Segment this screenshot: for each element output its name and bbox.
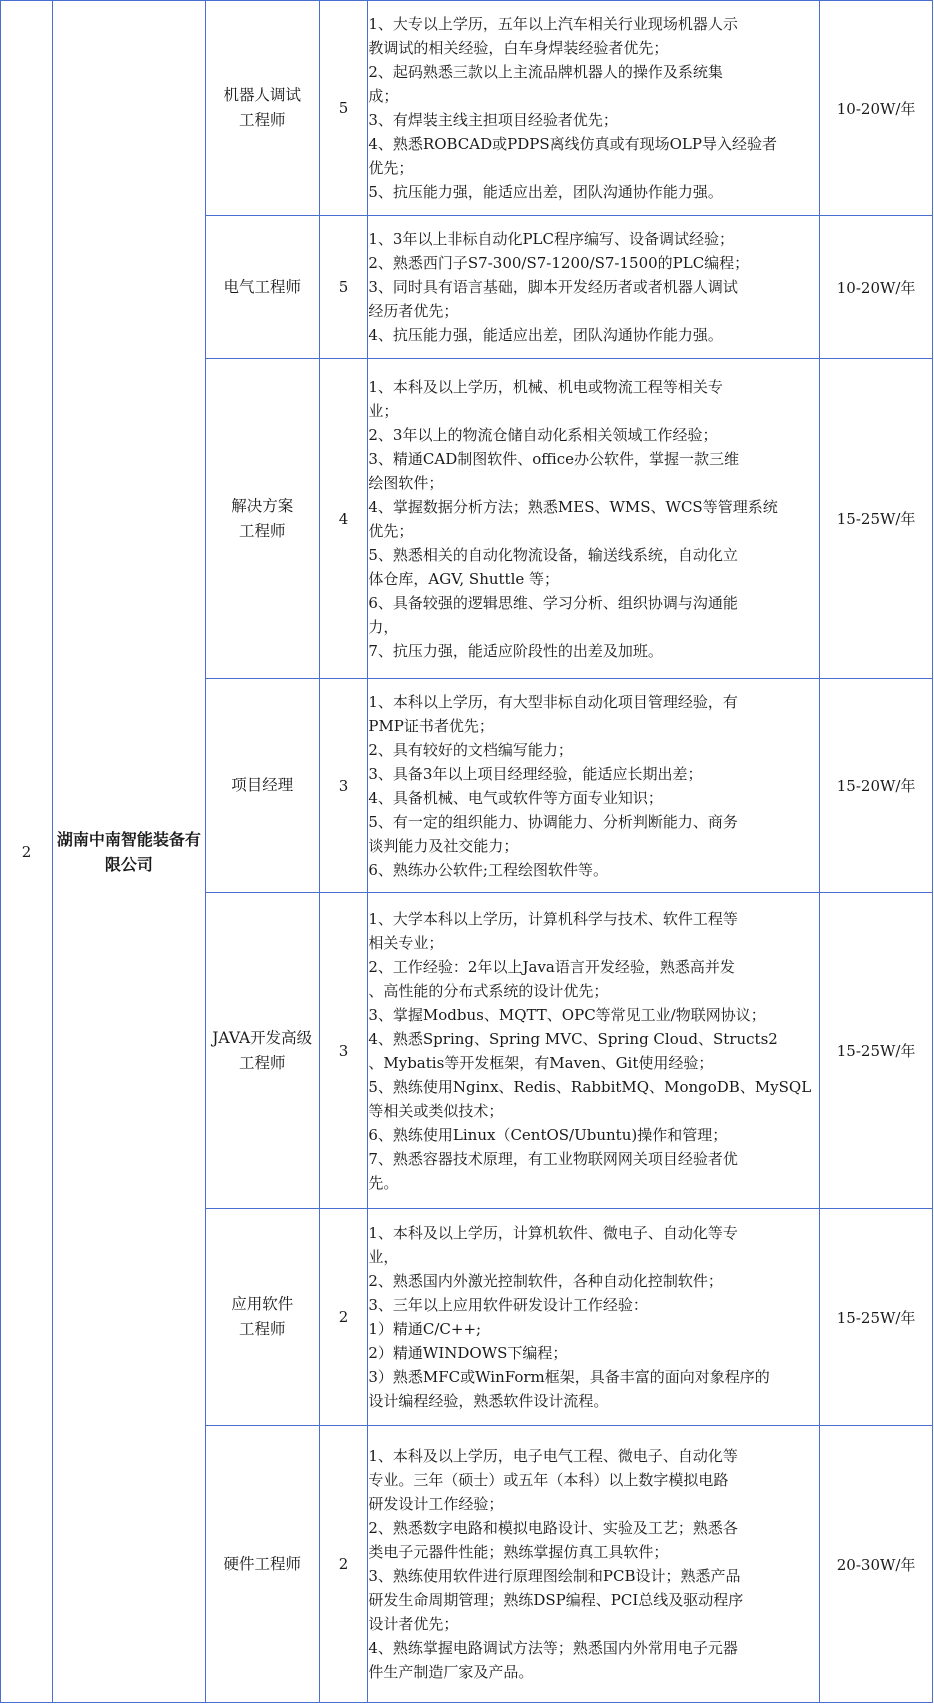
requirement-line: 1、大专以上学历，五年以上汽车相关行业现场机器人示	[368, 15, 738, 33]
requirement-line: 3、熟练使用软件进行原理图绘制和PCB设计；熟悉产品	[368, 1567, 741, 1585]
requirement-line: 5、熟悉相关的自动化物流设备，输送线系统，自动化立	[368, 545, 738, 564]
position-title-line: 工程师	[238, 111, 286, 129]
row-number-cell: 2	[1, 1, 53, 1703]
requirement-line: PMP证书者优先；	[368, 716, 494, 735]
requirements-cell	[368, 1426, 820, 1703]
requirement-line: 5、有一定的组织能力、协调能力、分析判断能力、商务	[368, 812, 738, 831]
requirement-line: 相关专业；	[368, 933, 444, 952]
requirements-cell	[368, 1, 820, 216]
requirement-line: 设计编程经验，熟悉软件设计流程。	[368, 1392, 609, 1410]
requirements-cell	[368, 359, 820, 679]
requirement-line: 优先；	[368, 159, 414, 177]
requirement-line: 1）精通C/C++;	[368, 1320, 482, 1338]
requirement-line: 类电子元器件性能；熟练掌握仿真工具软件；	[368, 1543, 669, 1561]
position-title-line: 机器人调试	[223, 86, 301, 104]
requirement-line: 经历者优先；	[368, 302, 459, 320]
requirement-line: 3、精通CAD制图软件、office办公软件，掌握一款三维	[368, 449, 740, 468]
salary-cell: 15-25W/年	[820, 893, 933, 1209]
requirement-line: 3）熟悉MFC或WinForm框架，具备丰富的面向对象程序的	[368, 1368, 770, 1386]
requirements-cell	[368, 893, 820, 1209]
requirement-line: 教调试的相关经验，白车身焊装经验者优先；	[368, 39, 669, 57]
position-cell	[205, 216, 319, 359]
position-title-line: 应用软件	[231, 1295, 294, 1313]
requirement-line: 5、熟练使用Nginx、Redis、RabbitMQ、MongoDB、MySQL	[368, 1077, 812, 1096]
requirement-line: 3、有焊装主线主担项目经验者优先；	[368, 111, 618, 129]
requirement-line: 2）精通WINDOWS下编程；	[368, 1344, 568, 1362]
requirement-line: 件生产制造厂家及产品。	[368, 1663, 534, 1681]
requirement-line: 2、熟悉西门子S7-300/S7-1200/S7-1500的PLC编程；	[368, 254, 750, 272]
requirement-line: 业；	[368, 401, 399, 420]
requirement-line: 等相关或类似技术；	[368, 1101, 504, 1120]
requirement-line: 设计者优先；	[368, 1615, 459, 1633]
headcount-cell: 2	[319, 1209, 368, 1426]
requirement-line: 2、熟悉国内外激光控制软件，各种自动化控制软件；	[368, 1272, 723, 1290]
requirement-line: 4、掌握数据分析方法；熟悉MES、WMS、WCS等管理系统	[368, 497, 778, 516]
requirement-line: 4、抗压能力强，能适应出差，团队沟通协作能力强。	[368, 326, 723, 344]
headcount-cell: 4	[319, 359, 368, 679]
requirement-line: 研发生命周期管理；熟练DSP编程、PCI总线及驱动程序	[368, 1591, 744, 1609]
headcount-cell: 2	[319, 1426, 368, 1703]
requirement-line: 3、掌握Modbus、MQTT、OPC等常见工业/物联网协议；	[368, 1005, 766, 1024]
requirement-line: 1、本科以上学历，有大型非标自动化项目管理经验，有	[368, 692, 738, 711]
requirement-line: 6、熟练办公软件;工程绘图软件等。	[368, 860, 608, 879]
position-title-line: 电气工程师	[223, 277, 301, 296]
requirement-line: 2、具有较好的文档编写能力；	[368, 740, 573, 759]
requirement-line: 7、抗压力强，能适应阶段性的出差及加班。	[368, 641, 663, 660]
requirement-line: 7、熟悉容器技术原理，有工业物联网网关项目经验者优	[368, 1149, 738, 1168]
position-title-line: 工程师	[238, 1053, 286, 1072]
requirement-line: 2、起码熟悉三款以上主流品牌机器人的操作及系统集	[368, 63, 723, 81]
requirement-line: 3、具备3年以上项目经理经验，能适应长期出差；	[368, 764, 703, 783]
position-title-line: JAVA开发高级	[212, 1028, 313, 1047]
position-title-line: 工程师	[238, 1320, 286, 1338]
position-cell	[205, 1209, 319, 1426]
requirement-line: 体仓库，AGV, Shuttle 等；	[368, 569, 560, 588]
requirement-line: 1、3年以上非标自动化PLC程序编写、设备调试经验；	[368, 230, 734, 248]
requirements-cell	[368, 216, 820, 359]
position-title-line: 硬件工程师	[223, 1554, 301, 1573]
requirement-line: 4、熟悉Spring、Spring MVC、Spring Cloud、Structs2	[368, 1029, 778, 1048]
salary-cell: 15-20W/年	[820, 679, 933, 893]
requirement-line: 谈判能力及社交能力；	[368, 836, 519, 855]
company-name-cell: 湖南中南智能装备有限公司	[53, 1, 206, 1703]
position-cell	[205, 679, 319, 893]
requirement-line: 、高性能的分布式系统的设计优先；	[368, 981, 609, 1000]
requirements-cell	[368, 679, 820, 893]
salary-cell: 15-25W/年	[820, 1209, 933, 1426]
requirement-line: 2、3年以上的物流仓储自动化系相关领域工作经验；	[368, 425, 718, 444]
requirement-line: 专业。三年（硕士）或五年（本科）以上数字模拟电路	[368, 1471, 729, 1489]
position-cell	[205, 893, 319, 1209]
job-row-1	[1, 1, 933, 216]
requirement-line: 研发设计工作经验；	[368, 1495, 504, 1513]
position-cell	[205, 1426, 319, 1703]
salary-cell: 10-20W/年	[820, 216, 933, 359]
requirement-line: 、Mybatis等开发框架，有Maven、Git使用经验；	[368, 1053, 714, 1072]
requirement-line: 成；	[368, 87, 399, 105]
requirement-line: 5、抗压能力强，能适应出差，团队沟通协作能力强。	[368, 183, 723, 201]
requirement-line: 2、工作经验：2年以上Java语言开发经验，熟悉高并发	[368, 957, 735, 976]
headcount-cell: 3	[319, 893, 368, 1209]
requirement-line: 4、熟练掌握电路调试方法等；熟悉国内外常用电子元器	[368, 1639, 738, 1657]
position-title-line: 解决方案	[231, 496, 294, 515]
requirement-line: 1、大学本科以上学历，计算机科学与技术、软件工程等	[368, 909, 738, 928]
position-title-line: 工程师	[238, 521, 286, 540]
salary-cell: 15-25W/年	[820, 359, 933, 679]
headcount-cell: 5	[319, 1, 368, 216]
headcount-cell: 3	[319, 679, 368, 893]
requirement-line: 1、本科及以上学历，机械、机电或物流工程等相关专	[368, 377, 723, 396]
requirement-line: 先。	[368, 1173, 399, 1192]
requirement-line: 4、熟悉ROBCAD或PDPS离线仿真或有现场OLP导入经验者	[368, 135, 777, 153]
requirement-line: 力，	[368, 617, 399, 636]
position-title-line: 项目经理	[231, 776, 294, 794]
requirement-line: 4、具备机械、电气或软件等方面专业知识；	[368, 788, 663, 807]
requirement-line: 6、熟练使用Linux（CentOS/Ubuntu)操作和管理；	[368, 1125, 728, 1144]
requirement-line: 1、本科及以上学历，电子电气工程、微电子、自动化等	[368, 1447, 738, 1465]
requirement-line: 优先；	[368, 521, 414, 540]
job-listing-body	[1, 1, 933, 1703]
requirements-cell	[368, 1209, 820, 1426]
headcount-cell: 5	[319, 216, 368, 359]
requirement-line: 6、具备较强的逻辑思维、学习分析、组织协调与沟通能	[368, 593, 738, 612]
requirement-line: 业，	[368, 1248, 399, 1266]
requirement-line: 3、同时具有语言基础，脚本开发经历者或者机器人调试	[368, 278, 738, 296]
requirement-line: 3、三年以上应用软件研发设计工作经验：	[368, 1296, 648, 1314]
salary-cell: 10-20W/年	[820, 1, 933, 216]
requirement-line: 1、本科及以上学历，计算机软件、微电子、自动化等专	[368, 1224, 738, 1242]
requirement-line: 绘图软件；	[368, 473, 444, 492]
salary-cell: 20-30W/年	[820, 1426, 933, 1703]
position-cell	[205, 359, 319, 679]
position-cell	[205, 1, 319, 216]
requirement-line: 2、熟悉数字电路和模拟电路设计、实验及工艺；熟悉各	[368, 1519, 738, 1537]
